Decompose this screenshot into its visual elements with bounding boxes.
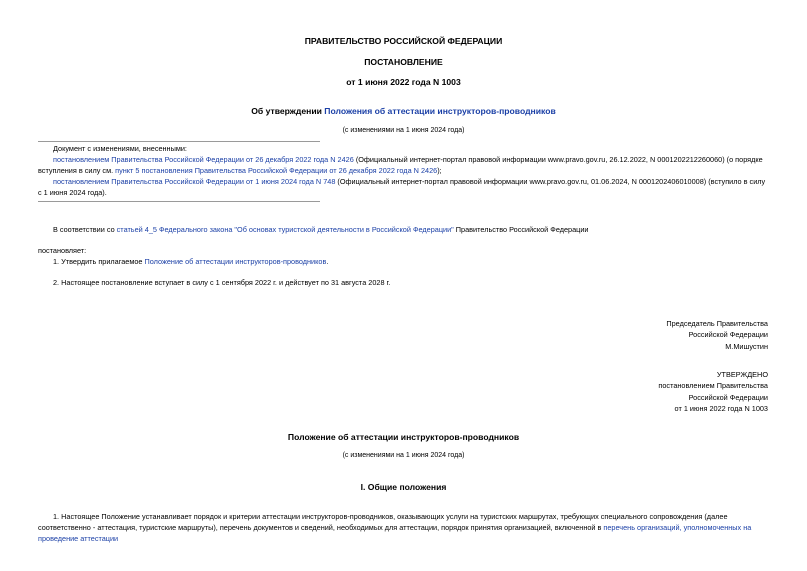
regulation-link-2[interactable]: Положение об аттестации инструкторов-проводников bbox=[144, 257, 327, 266]
approved-line-4: от 1 июня 2022 года N 1003 bbox=[674, 403, 768, 413]
changes-intro: Документ с изменениями, внесенными: bbox=[53, 144, 187, 153]
regulation-link[interactable]: Положения об аттестации инструкторов-проводников bbox=[324, 106, 556, 116]
approved-line-1: УТВЕРЖДЕНО bbox=[716, 370, 768, 379]
amended-note: (с изменениями на 1 июня 2024 года) bbox=[342, 127, 465, 134]
regulation-point-1-text: 1. Настоящее Положение устанавливает порядок и критерии аттестации инструкторов-проводников, оказывающих услуги на туристских маршрутах, требующих специального сопровождения (далее соответственно - аттестация, туристские маршруты), перечень документов и сведений, необходимых для аттестации, порядок принятия организацией, включенной в bbox=[38, 512, 728, 532]
document-title-prefix: Об утверждении bbox=[251, 106, 325, 116]
approved-line-3: Российской Федерации bbox=[688, 392, 768, 402]
regulation-point-1 bbox=[38, 511, 768, 544]
signature-line-3: М.Мишустин bbox=[725, 341, 768, 351]
change-end-1: ); bbox=[437, 166, 442, 175]
government-heading: ПРАВИТЕЛЬСТВО РОССИЙСКОЙ ФЕДЕРАЦИИ bbox=[304, 36, 503, 46]
point-1-prefix: 1. Утвердить прилагаемое bbox=[53, 257, 145, 266]
bottom-divider bbox=[38, 201, 320, 202]
signature-block bbox=[666, 318, 768, 352]
document-date-number: от 1 июня 2022 года N 1003 bbox=[346, 77, 461, 87]
document-title bbox=[0, 106, 807, 116]
basis-suffix: Правительство Российской Федерации bbox=[453, 225, 589, 234]
changes-block bbox=[38, 143, 768, 198]
approved-block bbox=[658, 369, 768, 414]
top-divider bbox=[38, 141, 320, 142]
change-link-2426[interactable]: постановлением Правительства Российской Федерации от 26 декабря 2022 года N 2426 bbox=[53, 155, 354, 164]
change-item-2 bbox=[38, 176, 768, 198]
change-link-748[interactable]: постановлением Правительства Российской Федерации от 1 июня 2024 года N 748 bbox=[53, 177, 336, 186]
change-link-point5[interactable]: пункт 5 постановления Правительства Российской Федерации от 26 декабря 2022 года N 2426 bbox=[115, 166, 438, 175]
change-text-1: (Официальный интернет-портал правовой информации www.pravo.gov.ru, 26.12.2022, N 0001202212260060) (о порядке вступления в силу см. bbox=[38, 155, 763, 175]
point-1-suffix: . bbox=[326, 257, 329, 266]
document-type: ПОСТАНОВЛЕНИЕ bbox=[364, 57, 443, 67]
basis-paragraph bbox=[38, 224, 768, 235]
change-item-1 bbox=[38, 154, 768, 176]
signature-line-2: Российской Федерации bbox=[688, 330, 768, 340]
signature-line-1: Председатель Правительства bbox=[666, 319, 768, 328]
point-1 bbox=[38, 256, 768, 267]
law-article-link[interactable]: статьей 4_5 Федерального закона "Об основах туристской деятельности в Российской Федерации" bbox=[116, 225, 454, 234]
regulation-amended-note: (с изменениями на 1 июня 2024 года) bbox=[342, 452, 465, 459]
point-2: 2. Настоящее постановление вступает в силу с 1 сентября 2022 г. и действует по 31 августа 2028 г. bbox=[53, 278, 391, 287]
regulation-title: Положение об аттестации инструкторов-проводников bbox=[287, 432, 520, 442]
change-text-2: (Официальный интернет-портал правовой информации www.pravo.gov.ru, 01.06.2024, N 0001202406010008) (вступило в силу с 1 июня 2024 года). bbox=[38, 177, 766, 197]
basis-prefix: В соответствии со bbox=[53, 225, 117, 234]
section-heading: I. Общие положения bbox=[360, 482, 447, 492]
authorized-orgs-link[interactable]: перечень организаций, уполномоченных на проведение аттестации bbox=[38, 523, 752, 543]
approved-line-2: постановлением Правительства bbox=[658, 381, 768, 391]
decides-text: постановляет: bbox=[38, 246, 87, 255]
